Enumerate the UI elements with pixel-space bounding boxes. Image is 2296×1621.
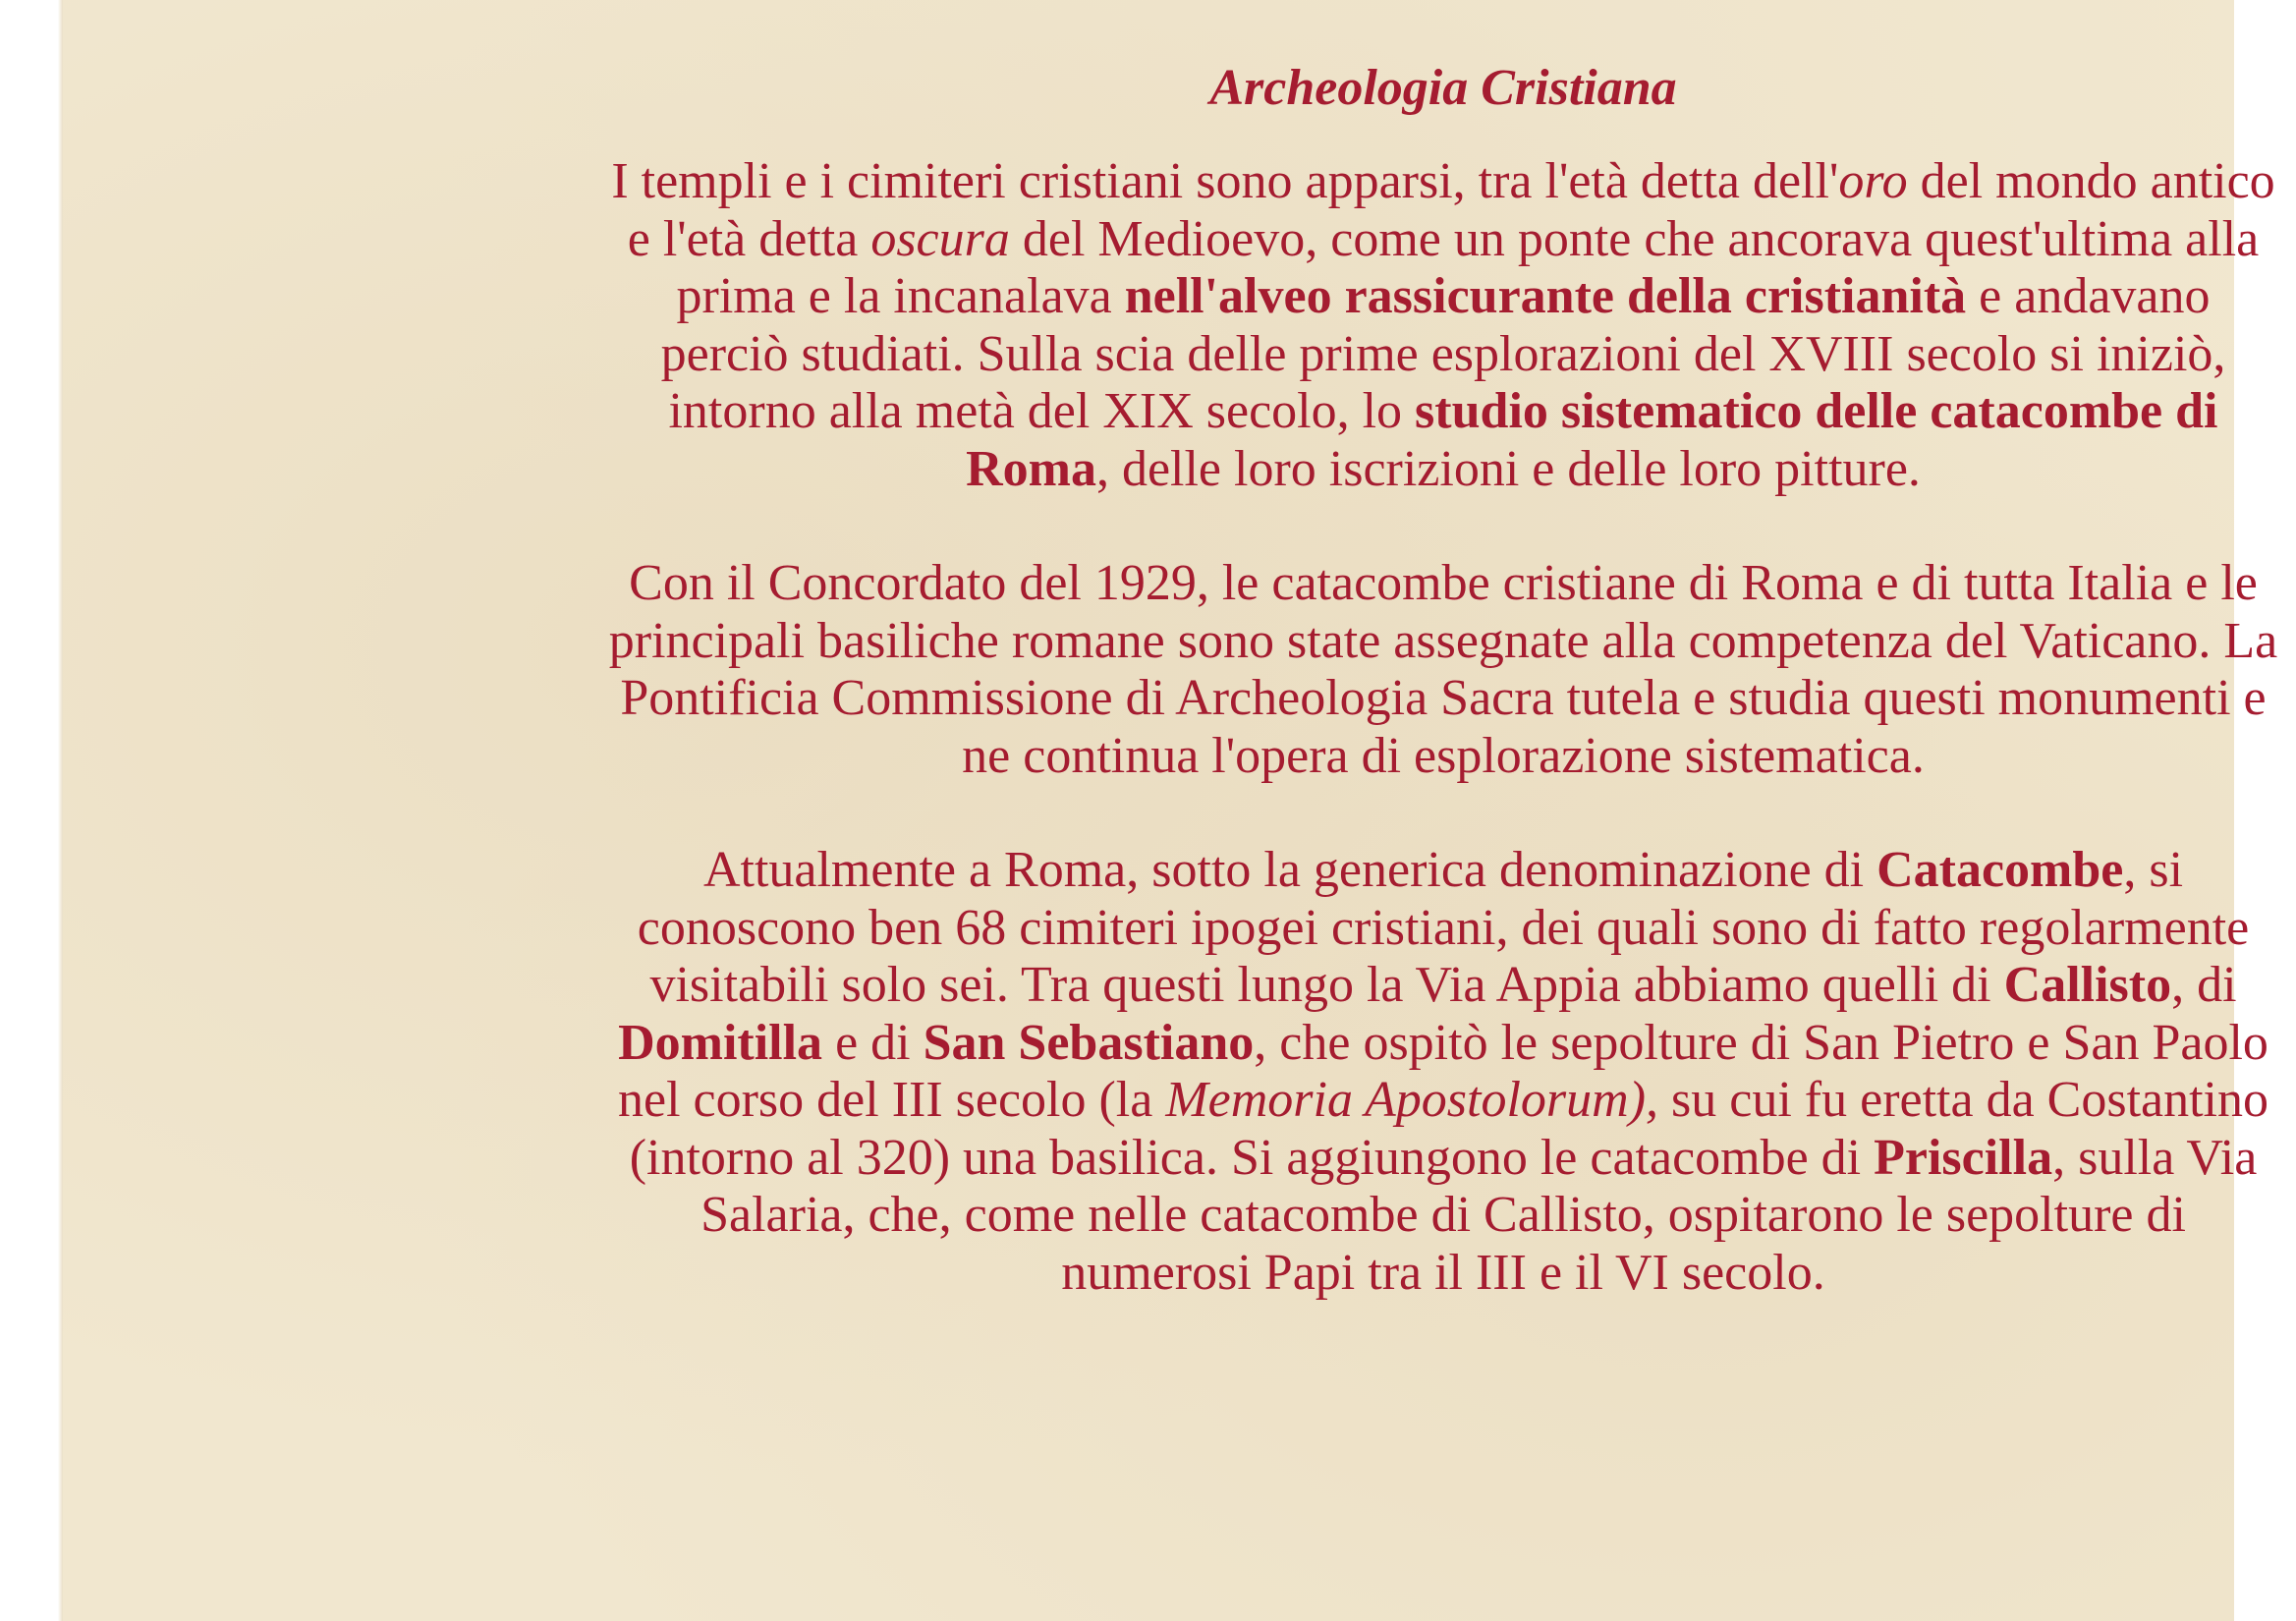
bold-callisto: Callisto (2003, 957, 2172, 1013)
text-run: I templi e i cimiteri cristiani sono apparsi, tra l'età detta dell' (611, 153, 1839, 209)
text-run: del mondo antico e l'età detta (627, 153, 2275, 267)
bold-catacombe: Catacombe (1876, 842, 2124, 898)
bold-alveo: nell'alveo rassicurante della cristianità (1124, 268, 1967, 324)
text-run: Con il Concordato del 1929, le catacombe cristiane di Roma e di tutta Italia e le principali basiliche romane sono state assegnate alla competenza del Vaticano. La Pontificia Commissione di Archeologia Sacra tutela e studia questi monumenti e ne continua l'opera di esplorazione sistematica. (608, 555, 2278, 784)
text-run: e andavano perciò studiati. Sulla scia delle prime esplorazioni del XVIII secolo si iniziò, intorno alla metà del XIX secolo, lo (660, 268, 2226, 439)
text-run: del Medioevo, come un ponte che ancorava quest'ultima alla prima e la incanalava (676, 210, 2260, 324)
page-margin (0, 0, 63, 1621)
paragraph-catacombe (608, 842, 2278, 1302)
text-column (608, 57, 2278, 1302)
text-run: e di (822, 1014, 924, 1071)
text-run: , si conoscono ben 68 cimiteri ipogei cristiani, dei quali sono di fatto regolarmente visitabili solo sei. Tra questi lungo la Via Appia abbiamo quelli di (637, 842, 2250, 1013)
text-run: su cui fu eretta da Costantino (intorno al 320) una basilica. Si aggiungono le catacombe di (629, 1072, 2268, 1186)
text-run: , di (2171, 957, 2237, 1013)
paragraph-intro (608, 153, 2278, 498)
text-run: , che ospitò le sepolture di San Pietro e San Paolo nel corso del III secolo (la (618, 1014, 2268, 1128)
italic-memoria: Memoria Apostolorum), (1165, 1072, 1659, 1128)
bold-priscilla: Priscilla (1874, 1129, 2053, 1186)
bold-domitilla: Domitilla (618, 1014, 823, 1071)
text-run: , sulla Via Salaria, che, come nelle catacombe di Callisto, ospitarono le sepolture di numerosi Papi tra il III e il VI secolo. (700, 1129, 2258, 1301)
document-page (63, 0, 2278, 1621)
text-run: , delle loro iscrizioni e delle loro pitture. (1095, 440, 1921, 497)
bold-san-sebastiano: San Sebastiano (923, 1014, 1255, 1071)
italic-oscura: oscura (870, 210, 1010, 267)
text-run: Attualmente a Roma, sotto la generica denominazione di (702, 842, 1877, 898)
page-title: Archeologia Cristiana (1209, 60, 1677, 116)
bold-studio: studio sistematico delle catacombe di Roma (966, 383, 2218, 497)
italic-oro: oro (1838, 153, 1908, 209)
paragraph-concordato (608, 555, 2278, 785)
